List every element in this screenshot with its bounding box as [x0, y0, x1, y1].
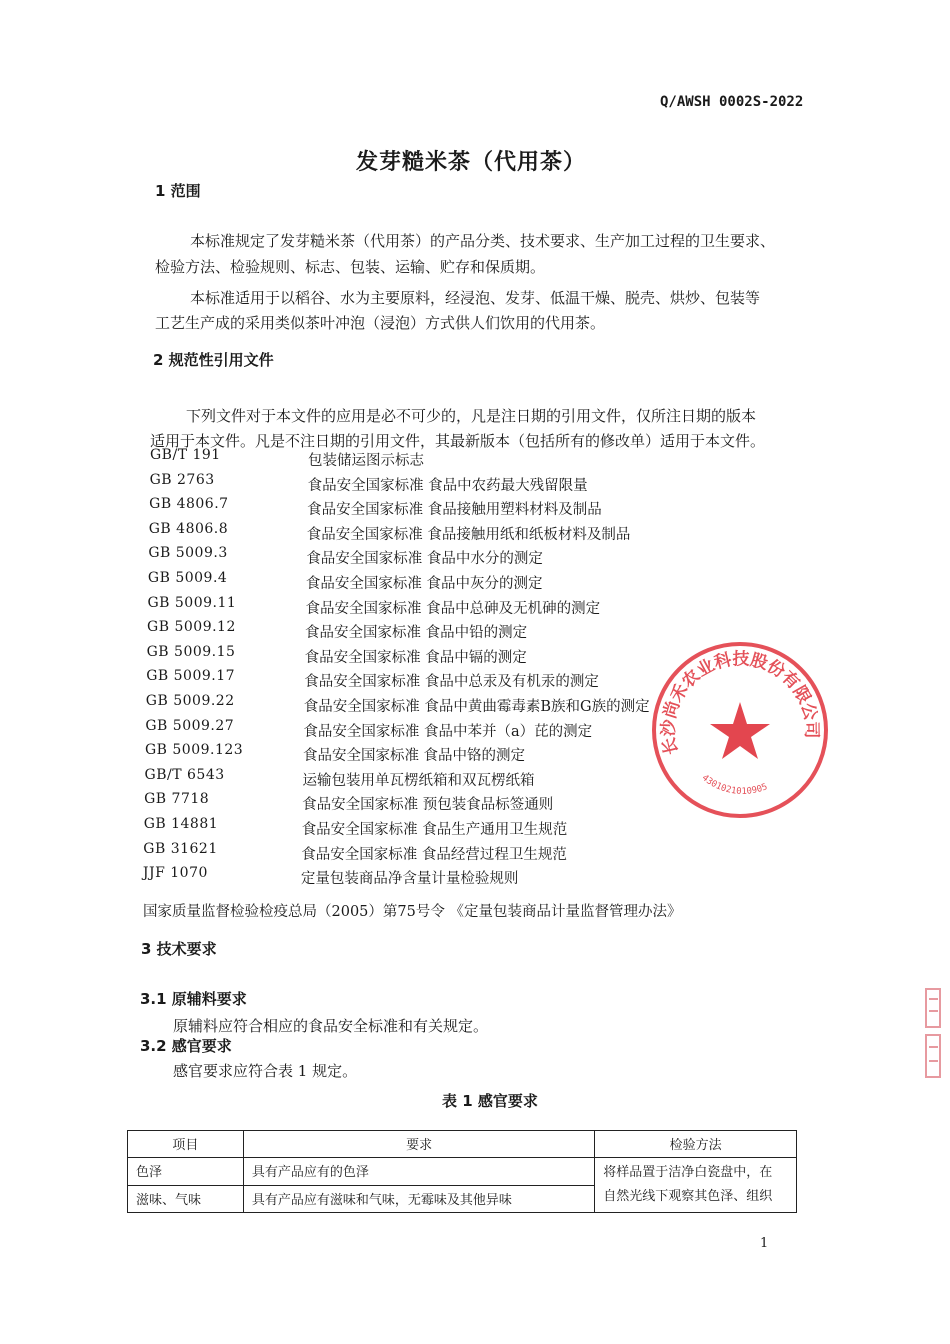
header-item: 项目 [128, 1131, 244, 1158]
section-3-2-text: 感官要求应符合表 1 规定。 [173, 1062, 358, 1080]
reference-title: 食品安全国家标准 食品中铅的测定 [305, 625, 528, 642]
doc-code: Q/AWSH 0002S-2022 [660, 94, 804, 110]
reference-code: GB 4806.8 [148, 520, 229, 537]
reference-code: JJF 1070 [142, 865, 208, 882]
extra-reference: 国家质量监督检验检疫总局（2005）第75号令 《定量包装商品计量监督管理办法》 [143, 904, 682, 920]
reference-code: GB 5009.27 [145, 717, 235, 734]
table-1-caption: 表 1 感官要求 [442, 1092, 538, 1110]
table-header-row [128, 1131, 797, 1158]
header-method: 检验方法 [595, 1131, 797, 1158]
reference-title: 食品安全国家标准 食品中苯并（a）芘的测定 [303, 723, 593, 740]
reference-code: GB 5009.17 [146, 668, 236, 685]
row-item-taste: 滋味、气味 [128, 1185, 244, 1213]
reference-code: GB 5009.4 [147, 570, 228, 586]
row-requirement-color: 具有产品应有的色泽 [243, 1158, 594, 1186]
reference-title: 包装储运图示标志 [308, 453, 424, 469]
reference-code: GB 2763 [149, 471, 215, 488]
reference-title: 食品安全国家标准 食品中水分的测定 [306, 551, 543, 568]
scope-paragraph-1-line-1: 本标准规定了发芽糙米茶（代用茶）的产品分类、技术要求、生产加工过程的卫生要求、 [190, 232, 776, 250]
method-line-1: 将样品置于洁净白瓷盘中，在 [603, 1165, 773, 1180]
reference-code: GB 14881 [143, 816, 219, 832]
page-number: 1 [760, 1236, 769, 1251]
reference-code: GB 5009.123 [144, 742, 244, 759]
section-3-heading: 3 技术要求 [141, 940, 217, 958]
reference-title: 食品安全国家标准 食品中总砷及无机砷的测定 [305, 600, 601, 617]
reference-title: 食品安全国家标准 食品中总汞及有机汞的测定 [304, 674, 599, 691]
method-line-2: 自然光线下观察其色泽、组织 [603, 1189, 773, 1204]
margin-stamp-fragment [920, 985, 948, 1085]
method-cell [595, 1158, 797, 1213]
reference-code: GB 7718 [144, 791, 210, 808]
reference-title: 食品安全国家标准 食品中灰分的测定 [305, 576, 543, 592]
header-requirement: 要求 [243, 1131, 594, 1158]
reference-title: 食品安全国家标准 食品生产通用卫生规范 [301, 822, 568, 838]
svg-text:长沙尚禾农业科技股份有限公司: 长沙尚禾农业科技股份有限公司 [658, 649, 822, 757]
reference-title: 食品安全国家标准 食品经营过程卫生规范 [301, 846, 567, 863]
reference-code: GB 5009.3 [148, 545, 228, 562]
reference-code: GB/T 191 [150, 447, 221, 463]
reference-code: GB 5009.12 [147, 619, 236, 636]
row-item-color: 色泽 [128, 1158, 244, 1186]
sensory-requirements-table [127, 1130, 797, 1213]
section-3-1-text: 原辅料应符合相应的食品安全标准和有关规定。 [173, 1017, 489, 1035]
reference-title: 食品安全国家标准 食品中镉的测定 [304, 649, 527, 666]
reference-title: 运输包装用单瓦楞纸箱和双瓦楞纸箱 [302, 772, 535, 789]
company-seal [650, 640, 830, 820]
reference-title: 食品安全国家标准 食品中农药最大残留限量 [307, 477, 588, 494]
reference-title: 食品安全国家标准 食品中铬的测定 [302, 748, 526, 765]
section-3-1-heading: 3.1 原辅料要求 [140, 990, 247, 1008]
scope-paragraph-2-line-2: 工艺生产成的采用类似茶叶冲泡（浸泡）方式供人们饮用的代用茶。 [155, 314, 606, 332]
reference-title: 定量包装商品净含量计量检验规则 [300, 871, 519, 888]
reference-title: 食品安全国家标准 食品接触用塑料材料及制品 [307, 502, 602, 519]
reference-code: GB 5009.22 [145, 693, 235, 709]
reference-code: GB 31621 [143, 840, 218, 857]
reference-code: GB 5009.11 [147, 594, 237, 611]
scope-paragraph-1-line-2: 检验方法、检验规则、标志、包装、运输、贮存和保质期。 [155, 258, 546, 276]
reference-code: GB 5009.15 [146, 643, 236, 660]
refs-intro-line-1: 下列文件对于本文件的应用是必不可少的，凡是注日期的引用文件，仅所注日期的版本 [186, 407, 757, 425]
scope-paragraph-2-line-1: 本标准适用于以稻谷、水为主要原料，经浸泡、发芽、低温干燥、脱壳、烘炒、包装等 [190, 289, 761, 307]
row-requirement-taste: 具有产品应有滋味和气味，无霉味及其他异味 [243, 1185, 594, 1213]
page-title: 发芽糙米茶（代用茶） [356, 150, 587, 175]
svg-text:4301021010905: 4301021010905 [699, 773, 770, 798]
reference-code: GB 4806.7 [149, 496, 229, 513]
reference-title: 食品安全国家标准 预包装食品标签通则 [302, 797, 554, 814]
section-3-2-heading: 3.2 感官要求 [140, 1037, 232, 1055]
refs-intro-line-2: 适用于本文件。凡是不注日期的引用文件，其最新版本（包括所有的修改单）适用于本文件。 [150, 432, 766, 450]
reference-code: GB/T 6543 [144, 766, 225, 783]
section-2-heading: 2 规范性引用文件 [153, 351, 274, 369]
reference-title: 食品安全国家标准 食品接触用纸和纸板材料及制品 [306, 526, 631, 543]
section-1-heading: 1 范围 [155, 182, 201, 200]
reference-title: 食品安全国家标准 食品中黄曲霉毒素B族和G族的测定 [303, 699, 650, 715]
table-row [128, 1158, 797, 1186]
